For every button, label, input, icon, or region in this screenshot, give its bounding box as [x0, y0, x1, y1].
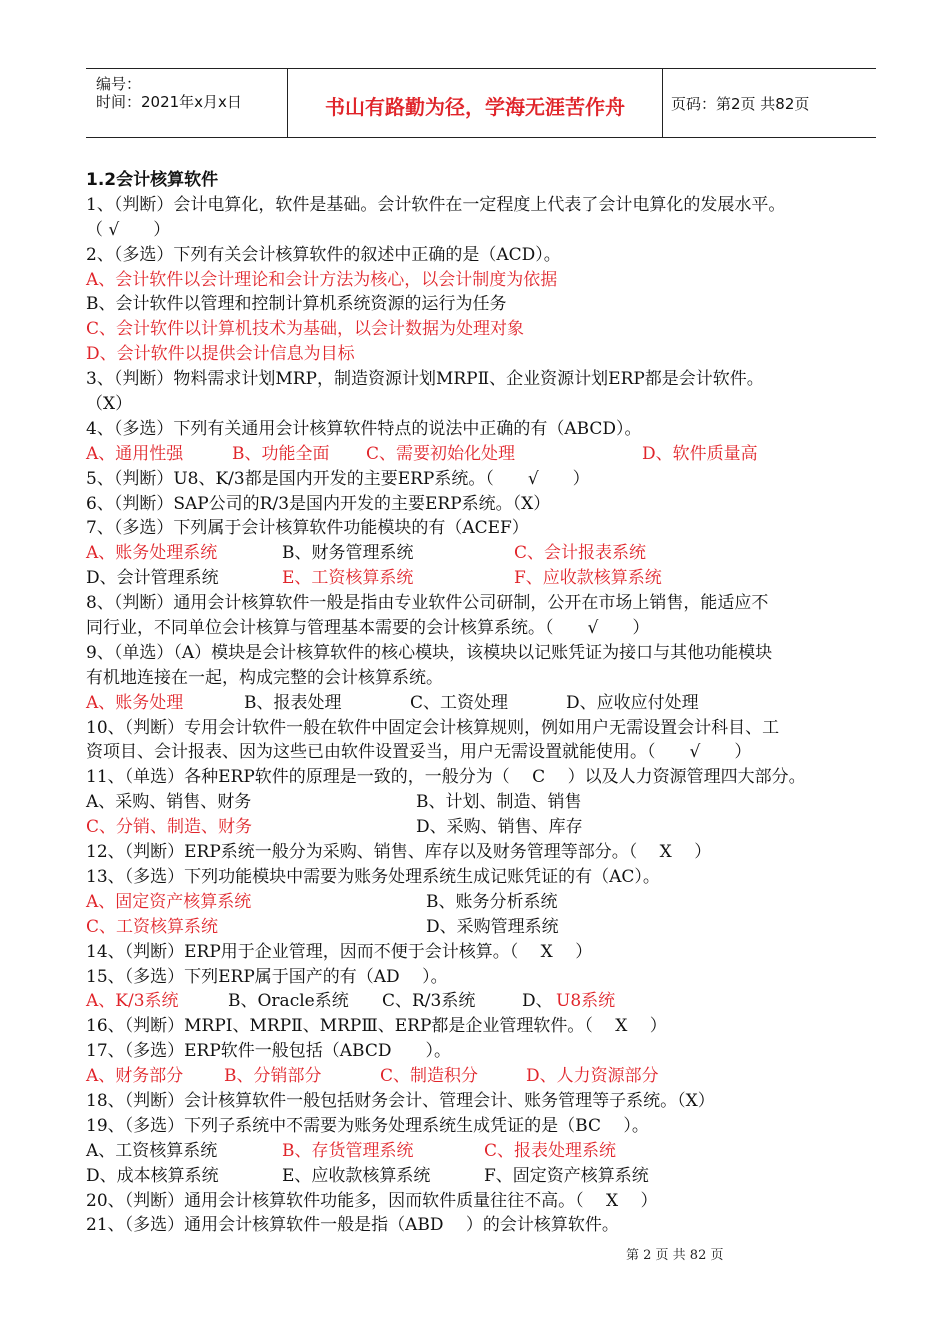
page-header	[86, 68, 876, 138]
option: F、应收款核算系统	[514, 568, 662, 589]
question-line: 6、（判断）SAP公司的R/3是国内开发的主要ERP系统。（X）	[86, 493, 551, 514]
document-body	[86, 168, 886, 1238]
options-row	[86, 1164, 886, 1189]
options-row	[86, 790, 886, 815]
answer-line: （ √ ）	[86, 219, 171, 240]
option: D、	[522, 991, 553, 1012]
option: B、存货管理系统	[282, 1140, 414, 1161]
option: B、账务分析系统	[426, 891, 558, 912]
option-line: B、会计软件以管理和控制计算机系统资源的运行为任务	[86, 294, 507, 315]
serial-label: 编号：	[96, 75, 142, 93]
option: A、账务处理	[86, 692, 184, 713]
option-line: C、会计软件以计算机技术为基础，以会计数据为处理对象	[86, 319, 525, 340]
option: A、采购、销售、财务	[86, 792, 252, 813]
question-line: 16、（判断）MRPⅠ、MRPⅡ、MRPⅢ、ERP都是企业管理软件。（ X ）	[86, 1016, 667, 1037]
option: D、成本核算系统	[86, 1165, 219, 1186]
option: C、制造积分	[380, 1066, 479, 1087]
option: A、通用性强	[86, 443, 184, 464]
question-line: 8、（判断）通用会计核算软件一般是指由专业软件公司研制，公开在市场上销售，能适应不	[86, 593, 769, 614]
question-line: 21、（多选）通用会计核算软件一般是指（ABD ）的会计核算软件。	[86, 1215, 619, 1236]
option: F、固定资产核算系统	[484, 1165, 649, 1186]
option: D、软件质量高	[642, 443, 758, 464]
option: C、工资核算系统	[86, 916, 219, 937]
options-row	[86, 989, 886, 1014]
option: U8系统	[556, 991, 616, 1012]
option: C、报表处理系统	[484, 1140, 617, 1161]
option: A、K/3系统	[86, 991, 179, 1012]
options-row	[86, 691, 886, 716]
option: B、财务管理系统	[282, 543, 414, 564]
option: A、固定资产核算系统	[86, 891, 252, 912]
options-row	[86, 1139, 886, 1164]
option: B、功能全面	[232, 443, 330, 464]
question-line: 18、（判断）会计核算软件一般包括财务会计、管理会计、账务管理等子系统。（X）	[86, 1090, 715, 1111]
header-middle-cell	[287, 69, 663, 137]
header-right-cell	[661, 69, 876, 137]
options-row	[86, 566, 886, 591]
question-line: 17、（多选）ERP软件一般包括（ABCD ）。	[86, 1041, 452, 1062]
question-line: 14、（判断）ERP用于企业管理，因而不便于会计核算。（ X ）	[86, 941, 593, 962]
option: D、采购、销售、库存	[416, 817, 583, 838]
option-line: D、会计软件以提供会计信息为目标	[86, 344, 355, 365]
option: B、计划、制造、销售	[416, 792, 582, 813]
question-line: 有机地连接在一起，构成完整的会计核算系统。	[86, 667, 443, 688]
question-line: 2、（多选）下列有关会计核算软件的叙述中正确的是（ACD）。	[86, 244, 561, 265]
option: E、应收款核算系统	[282, 1165, 431, 1186]
question-line: 20、（判断）通用会计核算软件功能多，因而软件质量往往不高。（ X ）	[86, 1190, 658, 1211]
question-line: 9、（单选）（A）模块是会计核算软件的核心模块，该模块以记账凭证为接口与其他功能模块	[86, 642, 773, 663]
option: D、采购管理系统	[426, 916, 559, 937]
page-info: 页码：第2页 共82页	[671, 95, 810, 113]
option: B、分销部分	[224, 1066, 322, 1087]
options-row	[86, 541, 886, 566]
options-row	[86, 815, 886, 840]
section-title: 1.2会计核算软件	[86, 170, 219, 190]
option: D、会计管理系统	[86, 568, 219, 589]
header-left-cell	[86, 69, 287, 137]
option: C、需要初始化处理	[366, 443, 516, 464]
question-line: 资项目、会计报表、因为这些已由软件设置妥当，用户无需设置就能使用。（ √ ）	[86, 742, 752, 763]
option: B、Oracle系统	[228, 991, 349, 1012]
question-line: 19、（多选）下列子系统中不需要为账务处理系统生成凭证的是（BC ）。	[86, 1115, 649, 1136]
header-motto: 书山有路勤为径，学海无涯苦作舟	[325, 95, 625, 119]
question-line: 同行业，不同单位会计核算与管理基本需要的会计核算系统。（ √ ）	[86, 618, 650, 639]
question-line: 1、（判断）会计电算化，软件是基础。会计软件在一定程度上代表了会计电算化的发展水平。	[86, 194, 786, 215]
question-line: 13、（多选）下列功能模块中需要为账务处理系统生成记账凭证的有（AC）。	[86, 866, 660, 887]
options-row	[86, 442, 886, 467]
question-line: 3、（判断）物料需求计划MRP，制造资源计划MRPⅡ、企业资源计划ERP都是会计软件。	[86, 369, 764, 390]
option: B、报表处理	[244, 692, 342, 713]
option: A、工资核算系统	[86, 1140, 218, 1161]
option: A、账务处理系统	[86, 543, 218, 564]
option: C、工资处理	[410, 692, 509, 713]
question-line: 11、（单选）各种ERP软件的原理是一致的，一般分为（ C ）以及人力资源管理四大部分。	[86, 767, 806, 788]
question-line: 5、（判断）U8、K/3都是国内开发的主要ERP系统。（ √ ）	[86, 468, 590, 489]
option: D、应收应付处理	[566, 692, 699, 713]
time-label: 时间：2021年x月x日	[96, 93, 242, 111]
option: E、工资核算系统	[282, 568, 414, 589]
question-line: 15、（多选）下列ERP属于国产的有（AD ）。	[86, 966, 448, 987]
answer-line: （X）	[86, 394, 133, 415]
question-line: 7、（多选）下列属于会计核算软件功能模块的有（ACEF）	[86, 518, 529, 539]
option: A、财务部分	[86, 1066, 184, 1087]
page-footer: 第 2 页 共 82 页	[626, 1248, 724, 1263]
option-line: A、会计软件以会计理论和会计方法为核心，以会计制度为依据	[86, 269, 558, 290]
options-row	[86, 915, 886, 940]
option: C、分销、制造、财务	[86, 817, 253, 838]
option: C、会计报表系统	[514, 543, 647, 564]
question-line: 12、（判断）ERP系统一般分为采购、销售、库存以及财务管理等部分。（ X ）	[86, 842, 712, 863]
options-row	[86, 1064, 886, 1089]
options-row	[86, 890, 886, 915]
question-line: 4、（多选）下列有关通用会计核算软件特点的说法中正确的有（ABCD）。	[86, 418, 642, 439]
question-line: 10、（判断）专用会计软件一般在软件中固定会计核算规则，例如用户无需设置会计科目、工	[86, 717, 780, 738]
option: C、R/3系统	[382, 991, 476, 1012]
option: D、人力资源部分	[526, 1066, 659, 1087]
